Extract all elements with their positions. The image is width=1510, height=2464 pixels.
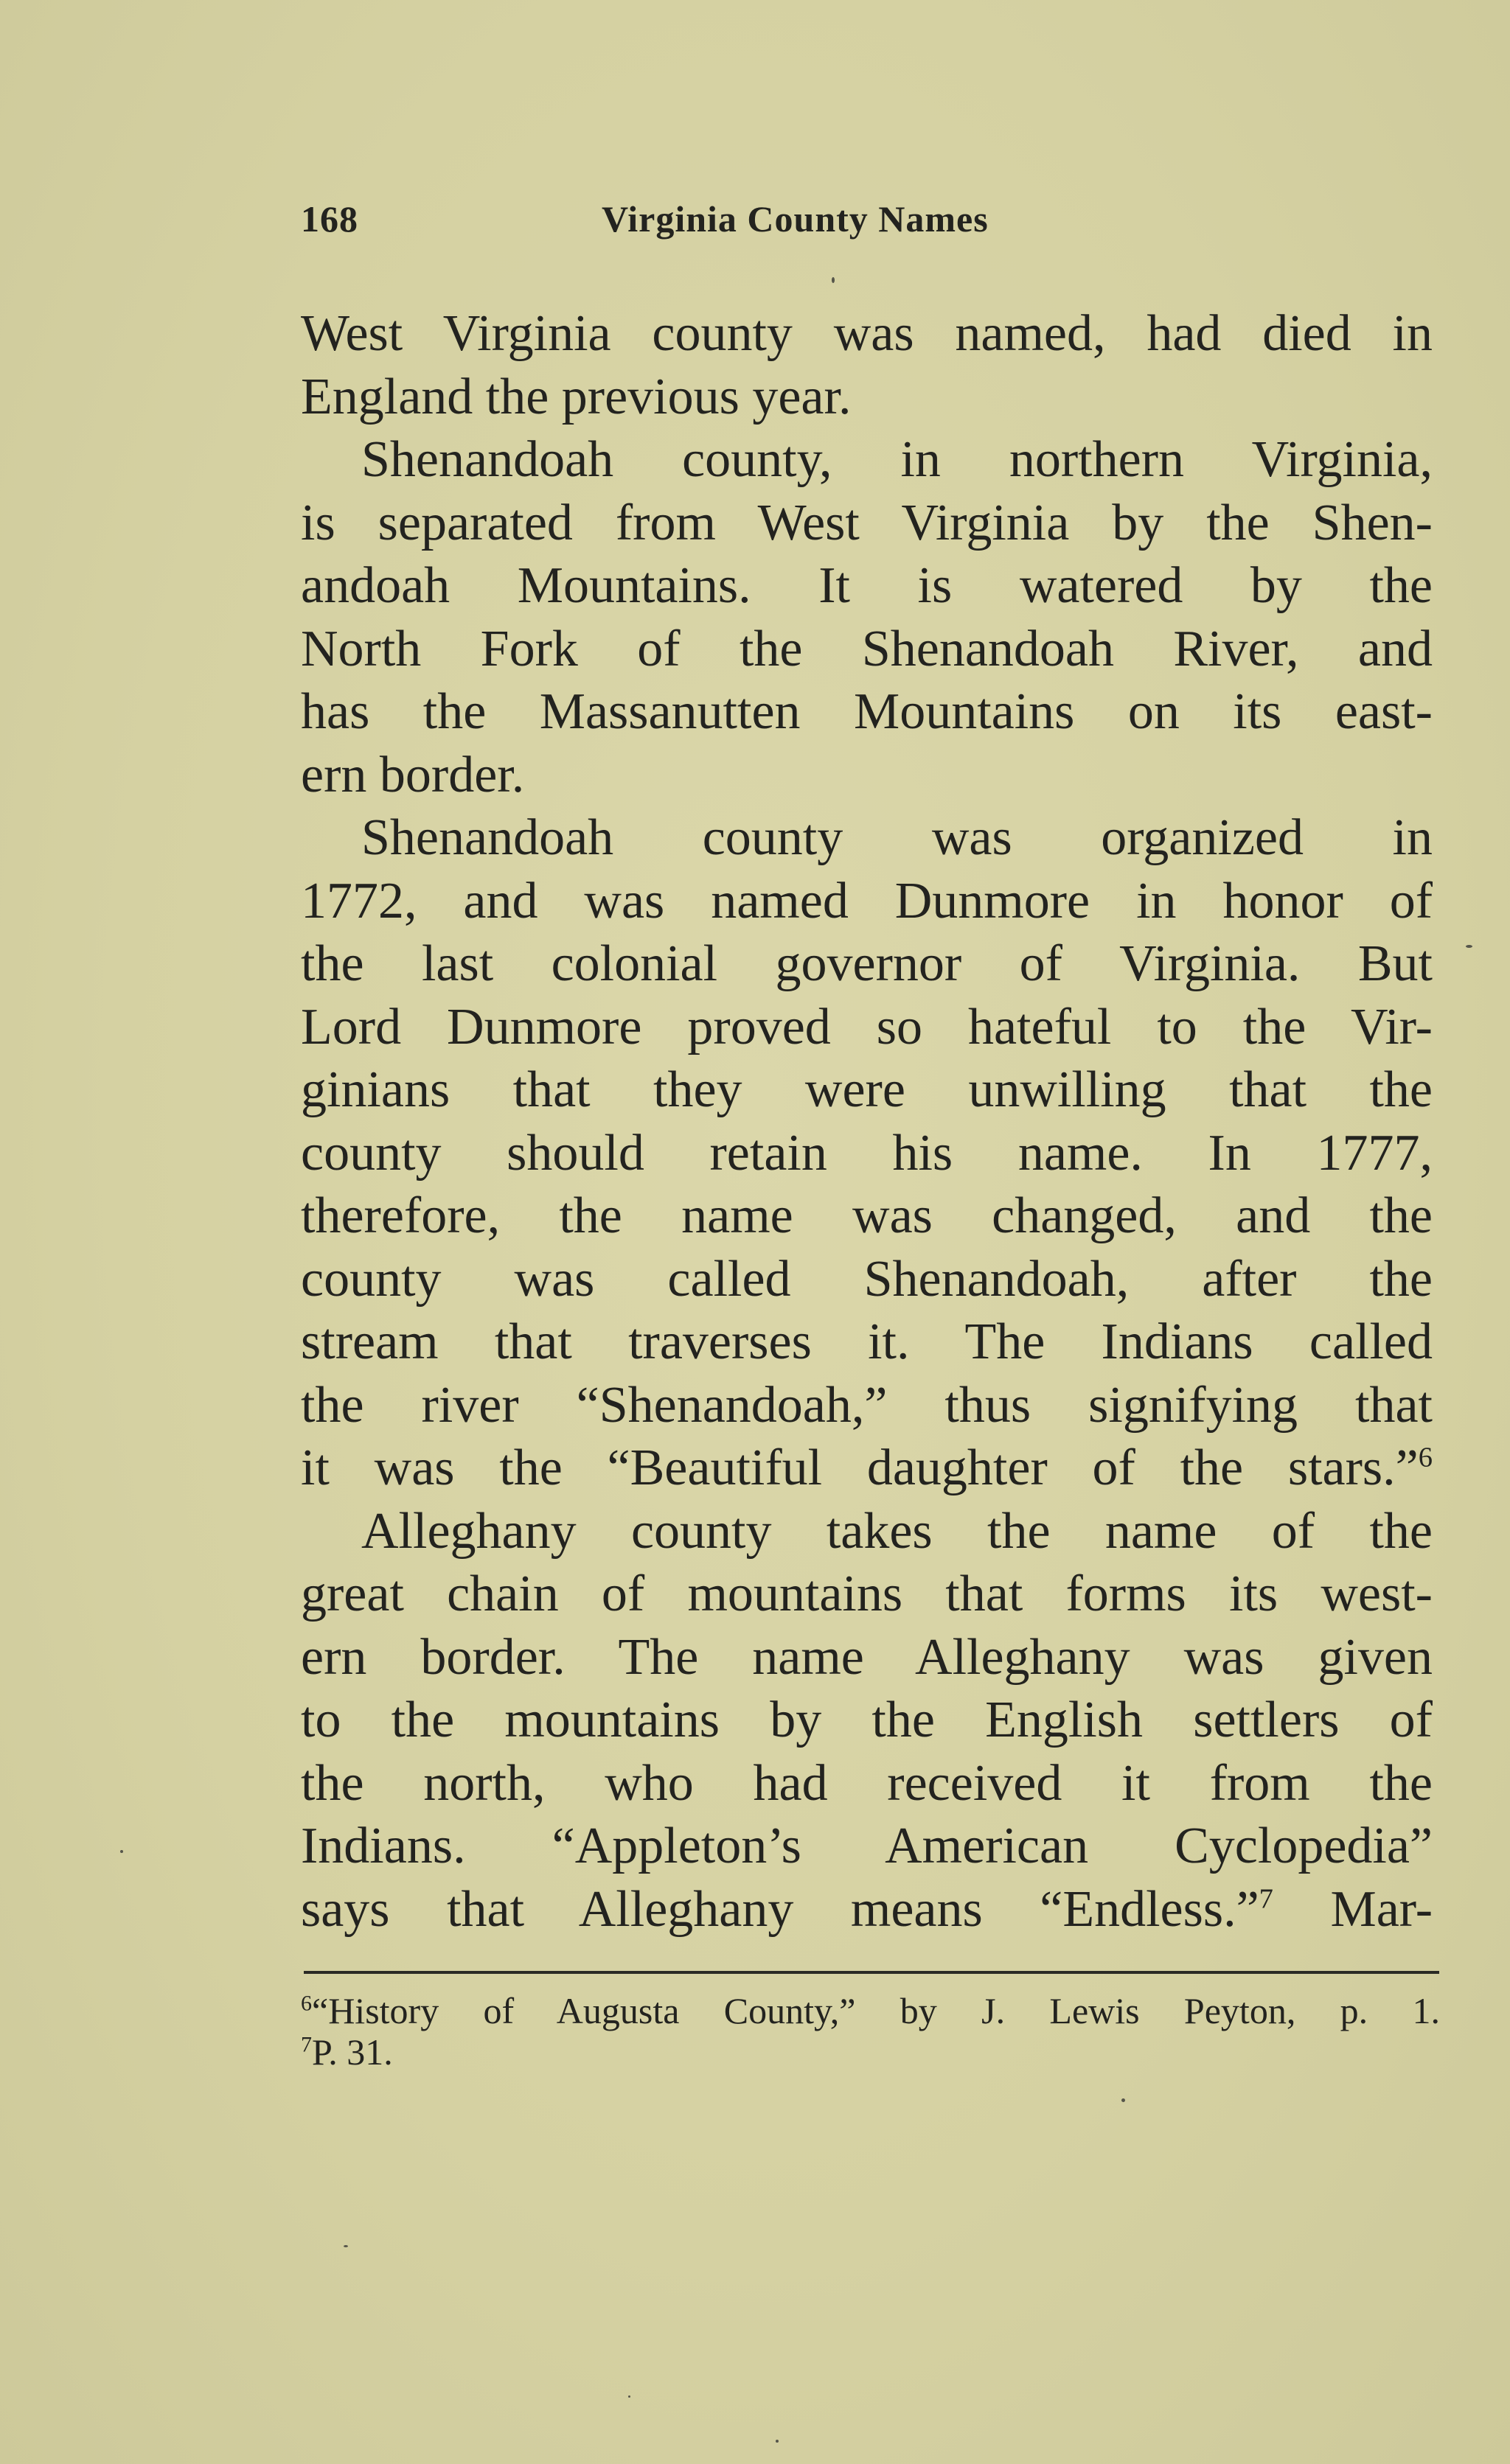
footnote-marker-6: 6 — [301, 1991, 312, 2016]
text-line: stream that traverses it. The Indians called — [301, 1313, 1433, 1370]
text-line: the north, who had received it from the — [301, 1754, 1433, 1812]
text-line: to the mountains by the English settlers of — [301, 1692, 1433, 1748]
footnote-divider — [304, 1971, 1439, 1974]
text-line: has the Massanutten Mountains on its east- — [301, 683, 1433, 740]
text-line: West Virginia county was named, had died in — [301, 305, 1433, 362]
text-line: ern border. The name Alleghany was given — [301, 1628, 1433, 1686]
body-text — [301, 302, 1433, 1941]
footnotes — [301, 1990, 1440, 2073]
paper-speck — [1466, 945, 1472, 948]
text-line: 1772, and was named Dunmore in honor of — [301, 872, 1433, 929]
text-line: the last colonial governor of Virginia. But — [301, 935, 1433, 992]
text-line: county was called Shenandoah, after the — [301, 1250, 1433, 1308]
running-head — [301, 198, 1436, 249]
text-line: ern border. — [301, 746, 525, 803]
text-line-hyphenated-end: Mar- — [1330, 1880, 1433, 1938]
text-line-content: it was the “Beautiful daughter of the stars.” — [301, 1439, 1419, 1496]
text-line: Indians. “Appleton’s American Cyclopedia” — [301, 1818, 1433, 1874]
text-line: England the previous year. — [301, 368, 852, 425]
text-line: North Fork of the Shenandoah River, and — [301, 620, 1433, 677]
text-line — [301, 1878, 1433, 1941]
footnote-marker-7: 7 — [301, 2032, 312, 2057]
paragraph-start-line: Shenandoah county was organized in — [361, 809, 1433, 866]
text-line: andoah Mountains. It is watered by the — [301, 557, 1433, 614]
page-number: 168 — [301, 198, 358, 240]
paper-speck — [776, 2440, 779, 2443]
text-line: the river “Shenandoah,” thus signifying that — [301, 1376, 1433, 1434]
text-line: is separated from West Virginia by the Shen- — [301, 494, 1433, 551]
paragraph-start-line: Shenandoah county, in northern Virginia, — [361, 431, 1433, 488]
paragraph-start-line: Alleghany county takes the name of the — [361, 1502, 1433, 1560]
text-line-content: says that Alleghany means “Endless.” — [301, 1880, 1259, 1938]
footnote-7 — [301, 2031, 1440, 2073]
text-line: great chain of mountains that forms its west- — [301, 1566, 1433, 1622]
paper-speck — [344, 2245, 348, 2247]
footnote-text-7: P. 31. — [312, 2031, 393, 2073]
text-line — [301, 1437, 1433, 1500]
footnote-6 — [301, 1990, 1440, 2031]
text-line: county should retain his name. In 1777, — [301, 1124, 1433, 1182]
paper-speck — [120, 1850, 123, 1853]
text-line: therefore, the name was changed, and the — [301, 1187, 1433, 1244]
text-line: ginians that they were unwilling that the — [301, 1061, 1433, 1118]
running-title: Virginia County Names — [602, 198, 989, 240]
text-line: Lord Dunmore proved so hateful to the Vir- — [301, 998, 1433, 1055]
footnote-text-6: “History of Augusta County,” by J. Lewis Peyton, p. 1. — [312, 1990, 1440, 2031]
footnote-ref-6: 6 — [1418, 1442, 1433, 1473]
paper-speck — [832, 277, 835, 283]
paper-speck — [1121, 2098, 1125, 2102]
footnote-ref-7: 7 — [1259, 1883, 1273, 1915]
paper-speck — [628, 2395, 630, 2398]
